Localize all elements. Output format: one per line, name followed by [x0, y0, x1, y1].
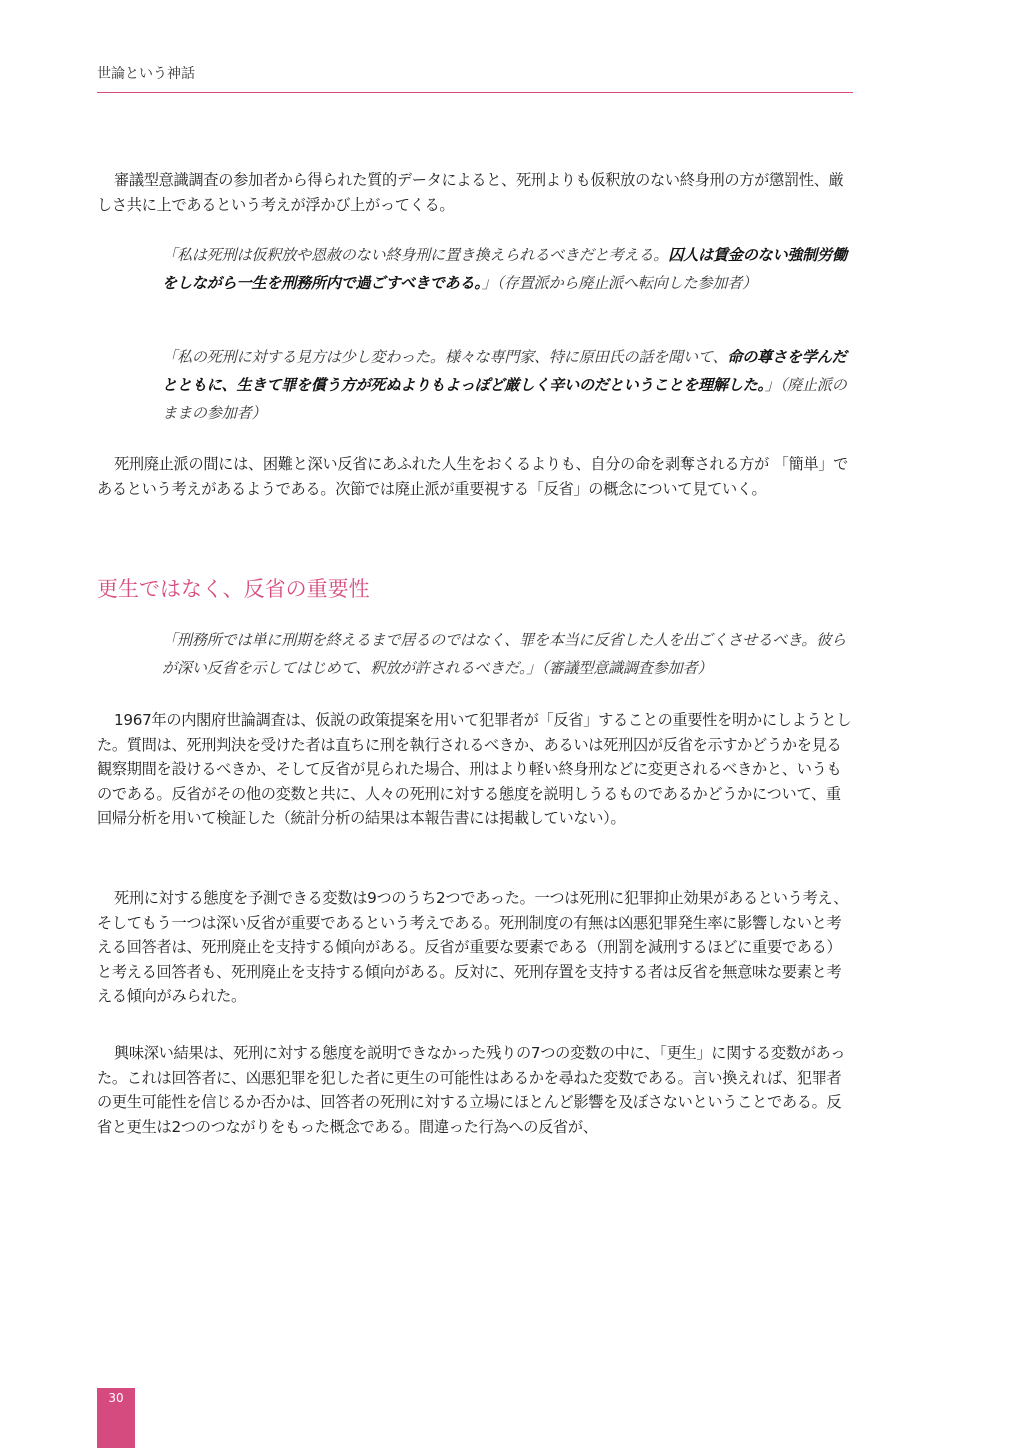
page-number [97, 1388, 135, 1448]
quote-3: 「刑務所では単に刑期を終えるまで居るのではなく、罪を本当に反省した人を出ごくさせるべき。彼らが深い反省を示してはじめて、釈放が許されるべきだ。」（審議型意識調査参加者） [162, 631, 846, 677]
header-title: 世論という神話 [97, 66, 195, 82]
quote-1-text: 「私は死刑は仮釈放や恩赦のない終身刑に置き換えられるべきだと考える。 [162, 246, 669, 264]
quote-1-emphasis: 囚人は賃金のない強制労働をしながら一生を刑務所内で過ごすべきである。 [162, 246, 847, 292]
quote-2-attribution: 」（廃止派のままの参加者） [162, 376, 847, 422]
running-header [97, 63, 853, 93]
paragraph-abolitionists: 死刑廃止派の間には、困難と深い反省にあふれた人生をおくるよりも、自分の命を剥奪される方が 「簡単」であるという考えがあるようである。次節では廃止派が重要視する「反省」の概念について見ていく。 [97, 455, 849, 498]
quote-1-attribution: 」（存置派から廃止派へ転向した参加者） [481, 274, 757, 292]
section-title: 更生ではなく、反省の重要性 [97, 577, 370, 601]
quote-1 [162, 241, 854, 297]
quote-2-emphasis: 命の尊さを学んだとともに、生きて罪を償う方が死ぬよりもよっぽど厳しく辛いのだということを理解した。 [162, 348, 847, 394]
quote-2 [162, 343, 854, 427]
paragraph-predictors: 死刑に対する態度を予測できる変数は9つのうち2つであった。一つは死刑に犯罪抑止効果があるという考え、そしてもう一つは深い反省が重要であるという考えである。死刑制度の有無は凶悪犯罪発生率に影響しないと考える回答者は、死刑廃止を支持する傾向がある。反省が重要な要素である（刑罰を減刑するほどに重要である）と考える回答者も、死刑廃止を支持する傾向がある。反対に、死刑存置を支持する者は反省を無意味な要素と考える傾向がみられた。 [97, 889, 849, 1005]
paragraph-rehabilitation: 興味深い結果は、死刑に対する態度を説明できなかった残りの7つの変数の中に、「更生」に関する変数があった。これは回答者に、凶悪犯罪を犯した者に更生の可能性はあるかを尋ねた変数である。言い換えれば、犯罪者の更生可能性を信じるか否かは、回答者の死刑に対する立場にほとんど影響を及ぼさないということである。反省と更生は2つのつながりをもった概念である。間違った行為への反省が、 [97, 1044, 846, 1136]
quote-2-text: 「私の死刑に対する見方は少し変わった。様々な専門家、特に原田氏の話を聞いて、 [162, 348, 728, 366]
paragraph-intro: 審議型意識調査の参加者から得られた質的データによると、死刑よりも仮釈放のない終身刑の方が懲罰性、厳しさ共に上であるという考えが浮かび上がってくる。 [97, 171, 844, 214]
page-number-label: 30 [108, 1391, 124, 1405]
paragraph-1967-survey: 1967年の内閣府世論調査は、仮説の政策提案を用いて犯罪者が「反省」することの重要性を明かにしようとした。質問は、死刑判決を受けた者は直ちに刑を執行されるべきか、あるいは死刑囚が反省を示すかどうかを見る観察期間を設けるべきか、そして反省が見られた場合、刑はより軽い終身刑などに変更されるべきかと、いうものである。反省がその他の変数と共に、人々の死刑に対する態度を説明しうるものであるかどうかについて、重回帰分析を用いて検証した（統計分析の結果は本報告書には掲載していない）。 [97, 711, 852, 827]
